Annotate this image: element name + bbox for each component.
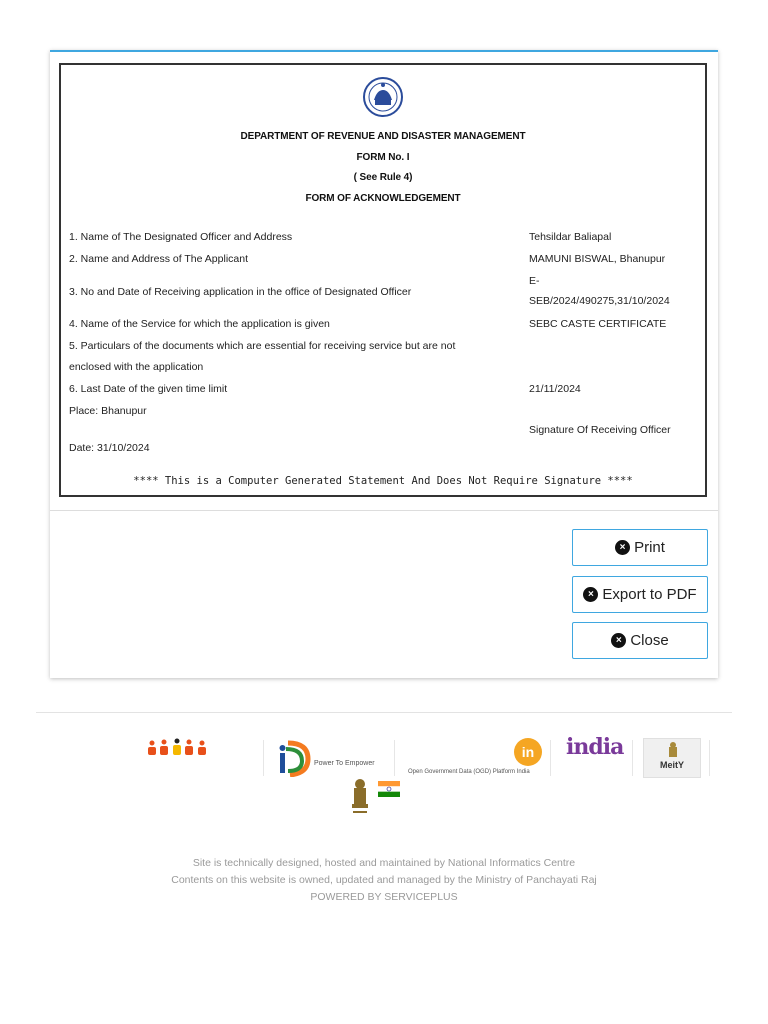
export-pdf-button[interactable]	[572, 576, 708, 613]
india-flag-icon	[378, 781, 400, 797]
close-circle-icon: ×	[615, 540, 630, 555]
logo-separator	[394, 740, 395, 776]
odisha-emblem-icon	[361, 75, 405, 119]
signature-label: Signature Of Receiving Officer	[529, 424, 671, 436]
form-title: FORM OF ACKNOWLEDGEMENT	[305, 193, 461, 204]
close-circle-icon: ×	[611, 633, 626, 648]
date: Date: 31/10/2024	[69, 442, 150, 454]
logo-separator	[709, 740, 710, 776]
card-divider	[50, 510, 718, 511]
footer-ministry-credit: Contents on this website is owned, updated and managed by the Ministry of Panchayati Raj	[171, 874, 597, 886]
logo-separator	[263, 740, 264, 776]
certificate-frame	[59, 63, 707, 497]
row-label-designated-officer: 1. Name of The Designated Officer and Address	[69, 231, 293, 243]
footer-powered-by[interactable]: POWERED BY SERVICEPLUS	[310, 891, 458, 903]
digital-india-logo-icon[interactable]	[274, 737, 314, 777]
logo-separator	[550, 740, 551, 776]
form-number: FORM No. I	[356, 152, 410, 163]
svg-text:in: in	[521, 744, 535, 760]
row-value-application-number-line1: E-	[529, 275, 540, 287]
digital-india-tagline: Power To Empower	[314, 760, 375, 767]
row-value-last-date: 21/11/2024	[529, 383, 581, 395]
row-label-service: 4. Name of the Service for which the application is given	[69, 318, 330, 330]
row-value-service: SEBC CASTE CERTIFICATE	[529, 318, 667, 330]
national-emblem-icon	[666, 741, 680, 759]
place: Place: Bhanupur	[69, 405, 147, 417]
computer-generated-note: **** This is a Computer Generated Statement And Does Not Require Signature ****	[133, 475, 633, 487]
footer-divider	[36, 712, 732, 713]
meity-label: MeitY	[659, 760, 684, 770]
row-value-applicant: MAMUNI BISWAL, Bhanupur	[529, 253, 666, 265]
row-label-documents-line1: 5. Particulars of the documents which are essential for receiving service but are not	[69, 340, 456, 352]
department-title: DEPARTMENT OF REVENUE AND DISASTER MANAGEMENT	[240, 131, 526, 142]
export-pdf-button-label: Export to PDF	[602, 586, 697, 603]
ashoka-emblem-icon[interactable]	[348, 778, 372, 816]
row-value-application-number-line2: SEB/2024/490275,31/10/2024	[529, 295, 670, 307]
meity-logo-box[interactable]	[643, 738, 701, 778]
print-button[interactable]	[572, 529, 708, 566]
close-circle-icon: ×	[583, 587, 598, 602]
india-gov-logo[interactable]: india	[566, 734, 624, 760]
ogd-platform-label: Open Government Data (OGD) Platform India	[408, 769, 530, 775]
row-label-application-number: 3. No and Date of Receiving application in the office of Designated Officer	[69, 286, 412, 298]
close-button-label: Close	[630, 632, 669, 649]
ogd-platform-logo-icon[interactable]	[513, 737, 543, 767]
serviceplus-people-logo-icon[interactable]	[146, 738, 208, 758]
form-rule: ( See Rule 4)	[353, 172, 413, 183]
logo-separator	[632, 740, 633, 776]
acknowledgement-card	[50, 50, 718, 678]
close-button[interactable]	[572, 622, 708, 659]
footer-nic-credit: Site is technically designed, hosted and maintained by National Informatics Centre	[192, 857, 576, 869]
row-value-designated-officer: Tehsildar Baliapal	[529, 231, 612, 243]
row-label-documents-line2: enclosed with the application	[69, 361, 204, 373]
row-label-applicant: 2. Name and Address of The Applicant	[69, 253, 249, 265]
row-label-last-date: 6. Last Date of the given time limit	[69, 383, 228, 395]
print-button-label: Print	[634, 539, 665, 556]
